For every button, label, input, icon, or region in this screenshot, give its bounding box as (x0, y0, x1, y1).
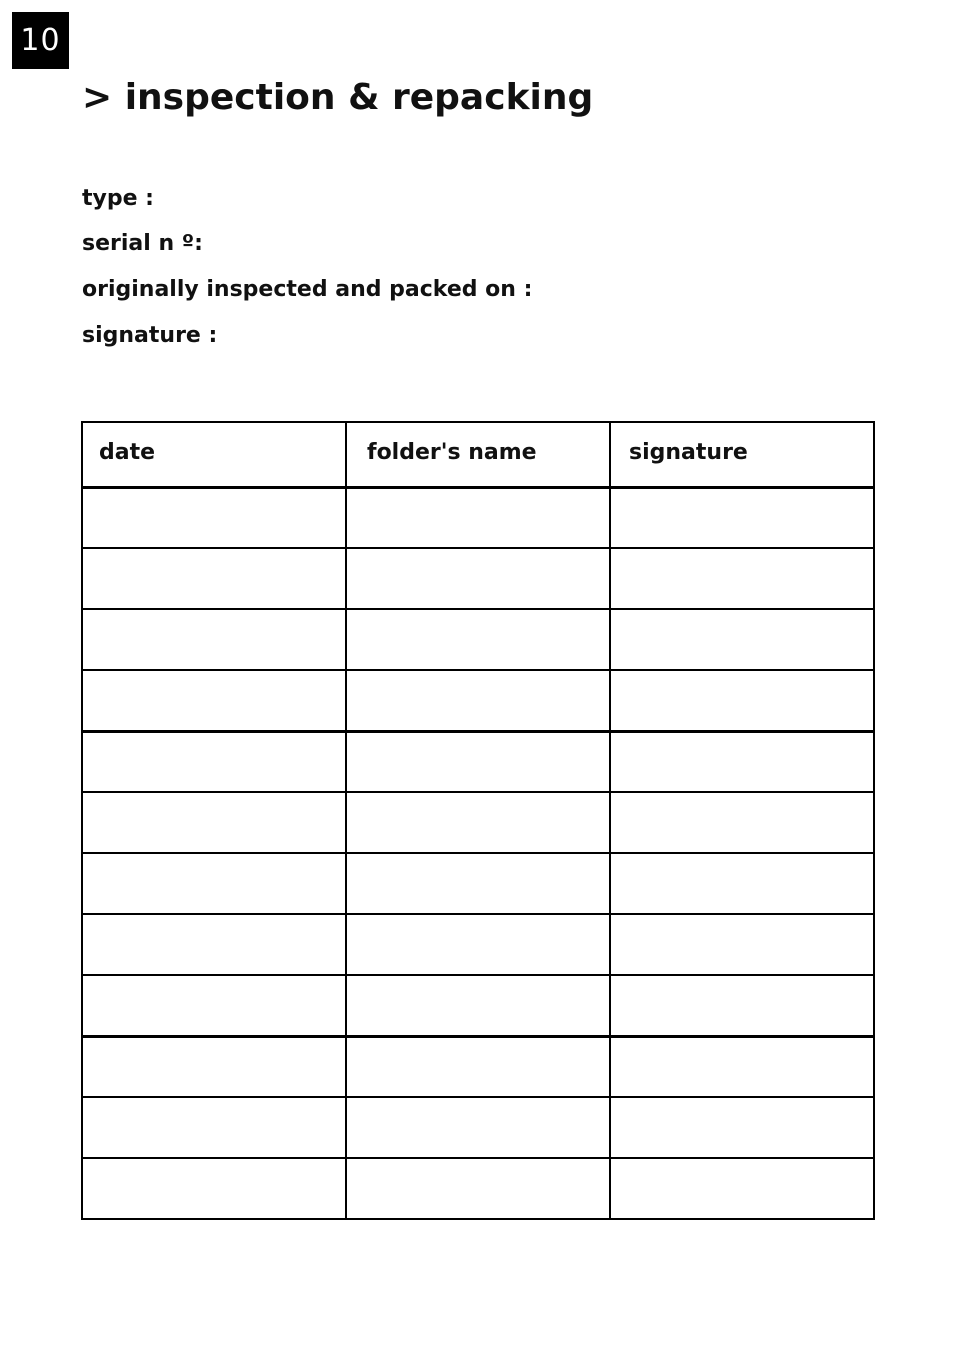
table-row (82, 670, 874, 731)
inspection-log-body (82, 487, 874, 1219)
signature-cell[interactable] (610, 1158, 874, 1219)
signature-cell[interactable] (610, 914, 874, 975)
page-title: > inspection & repacking (82, 77, 594, 118)
signature-cell[interactable] (610, 731, 874, 792)
date-cell[interactable] (82, 975, 346, 1036)
date-cell[interactable] (82, 548, 346, 609)
folders-name-cell[interactable] (346, 1158, 610, 1219)
signature-cell[interactable] (610, 487, 874, 548)
table-row (82, 975, 874, 1036)
column-header-folders-name: folder's name (346, 422, 610, 487)
folders-name-cell[interactable] (346, 548, 610, 609)
inspection-log-table (81, 421, 875, 1220)
table-row (82, 1036, 874, 1097)
table-row (82, 548, 874, 609)
column-header-date: date (82, 422, 346, 487)
date-cell[interactable] (82, 1097, 346, 1158)
signature-cell[interactable] (610, 1097, 874, 1158)
folders-name-cell[interactable] (346, 1036, 610, 1097)
date-cell[interactable] (82, 670, 346, 731)
date-cell[interactable] (82, 1158, 346, 1219)
signature-cell[interactable] (610, 670, 874, 731)
folders-name-cell[interactable] (346, 731, 610, 792)
table-row (82, 731, 874, 792)
date-cell[interactable] (82, 609, 346, 670)
date-cell[interactable] (82, 731, 346, 792)
signature-cell[interactable] (610, 853, 874, 914)
folders-name-cell[interactable] (346, 670, 610, 731)
signature-cell[interactable] (610, 1036, 874, 1097)
column-header-signature: signature (610, 422, 874, 487)
folders-name-cell[interactable] (346, 609, 610, 670)
signature-cell[interactable] (610, 609, 874, 670)
table-row (82, 609, 874, 670)
folders-name-cell[interactable] (346, 487, 610, 548)
original-inspection-date-label: originally inspected and packed on : (82, 277, 533, 302)
date-cell[interactable] (82, 1036, 346, 1097)
signature-cell[interactable] (610, 548, 874, 609)
serial-number-field-label: serial n º: (82, 231, 203, 256)
table-header-row (82, 422, 874, 487)
date-cell[interactable] (82, 487, 346, 548)
signature-cell[interactable] (610, 975, 874, 1036)
date-cell[interactable] (82, 853, 346, 914)
folders-name-cell[interactable] (346, 1097, 610, 1158)
table-row (82, 914, 874, 975)
folders-name-cell[interactable] (346, 792, 610, 853)
date-cell[interactable] (82, 792, 346, 853)
date-cell[interactable] (82, 914, 346, 975)
signature-cell[interactable] (610, 792, 874, 853)
type-field-label: type : (82, 186, 154, 211)
folders-name-cell[interactable] (346, 975, 610, 1036)
table-row (82, 487, 874, 548)
table-row (82, 853, 874, 914)
table-row (82, 1097, 874, 1158)
table-row (82, 792, 874, 853)
page-number-badge: 10 (12, 12, 69, 69)
signature-field-label: signature : (82, 323, 218, 348)
table-row (82, 1158, 874, 1219)
folders-name-cell[interactable] (346, 853, 610, 914)
folders-name-cell[interactable] (346, 914, 610, 975)
